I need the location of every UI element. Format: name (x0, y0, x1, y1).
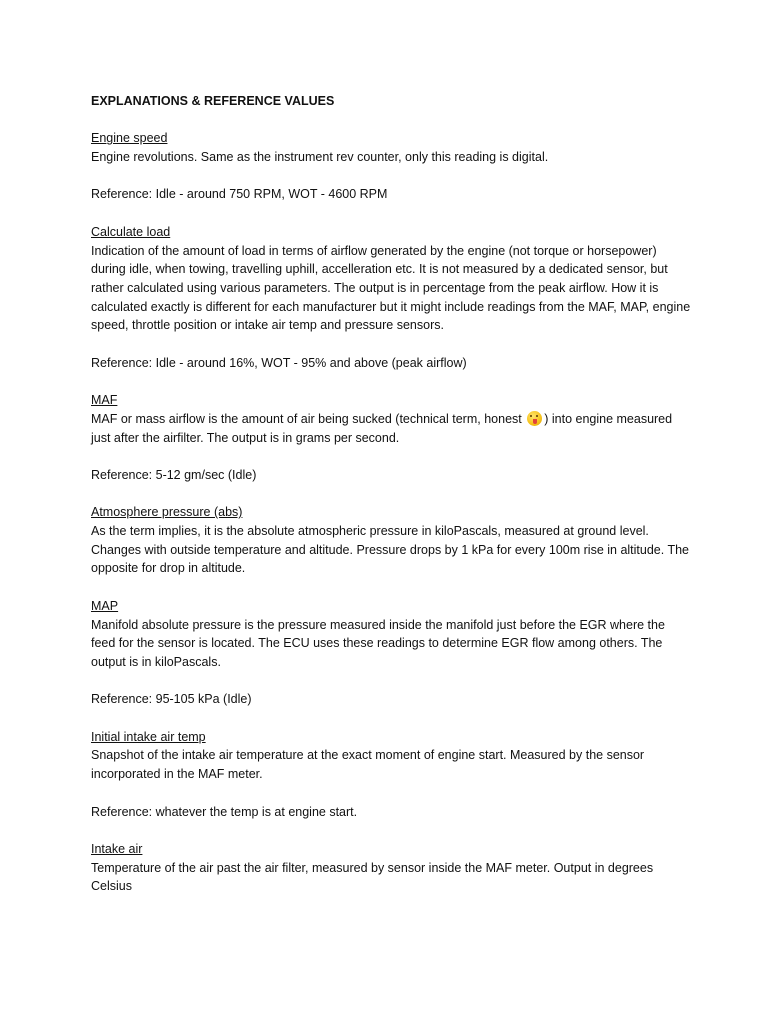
section-body-initial-intake-air-temp: Snapshot of the intake air temperature at the exact moment of engine start. Measured by the sensor incorporated in the MAF meter. (91, 748, 645, 782)
section-calculate-load (91, 223, 691, 373)
section-title-initial-intake-air-temp: Initial intake air temp (91, 729, 206, 744)
section-body-intake-air: Temperature of the air past the air filter, measured by sensor inside the MAF meter. Output in degrees Celsius (91, 860, 654, 894)
maf-body-part-1: MAF or mass airflow is the amount of air being sucked (technical term, honest (91, 411, 522, 426)
section-title-maf: MAF (91, 393, 118, 408)
page-title: EXPLANATIONS & REFERENCE VALUES (91, 94, 335, 108)
maf-body-part-2: ) into engine measured just after the airfilter. The output is in grams per second. (91, 411, 673, 445)
section-initial-intake-air-temp (91, 728, 691, 822)
section-body-calculate-load: Indication of the amount of load in terms of airflow generated by the engine (not torque or horsepower) during idle, when towing, travelling uphill, accelleration etc. It is not measured by a dedicated sensor, but rather calculated using various parameters. The output is in percentage from the peak airflow. How it is calculated exactly is different for each manufacturer but it might include readings from the MAF, MAP, engine speed, throttle position or intake air temp and pressure sensors. (91, 243, 691, 333)
section-map (91, 597, 691, 709)
section-title-atmosphere-pressure: Atmosphere pressure (abs) (91, 505, 243, 520)
section-body-atmosphere-pressure: As the term implies, it is the absolute atmospheric pressure in kiloPascals, measured at ground level. Changes with outside temperature and altitude. Pressure drops by 1 kPa for every 100m rise in altitude. The opposite for drop in altitude. (91, 524, 690, 576)
reference-maf: Reference: 5-12 gm/sec (Idle) (91, 467, 257, 482)
section-title-map: MAP (91, 598, 119, 613)
reference-initial-intake-air-temp: Reference: whatever the temp is at engine start. (91, 804, 358, 819)
section-body-map: Manifold absolute pressure is the pressure measured inside the manifold just before the EGR where the feed for the sensor is located. The ECU uses these readings to determine EGR flow among others. The output is in kiloPascals. (91, 617, 665, 669)
section-intake-air (91, 840, 691, 896)
reference-engine-speed: Reference: Idle - around 750 RPM, WOT - 4600 RPM (91, 187, 388, 202)
reference-map: Reference: 95-105 kPa (Idle) (91, 692, 252, 707)
document-content (91, 92, 691, 915)
section-title-engine-speed: Engine speed (91, 131, 168, 146)
section-title-calculate-load: Calculate load (91, 224, 171, 239)
reference-calculate-load: Reference: Idle - around 16%, WOT - 95% and above (peak airflow) (91, 355, 467, 370)
section-body-engine-speed: Engine revolutions. Same as the instrument rev counter, only this reading is digital. (91, 150, 549, 165)
section-maf (91, 391, 691, 485)
section-engine-speed (91, 129, 691, 204)
tongue-out-smiley-icon (527, 411, 542, 426)
section-atmosphere-pressure (91, 503, 691, 578)
section-body-maf (91, 410, 691, 447)
section-title-intake-air: Intake air (91, 841, 143, 856)
